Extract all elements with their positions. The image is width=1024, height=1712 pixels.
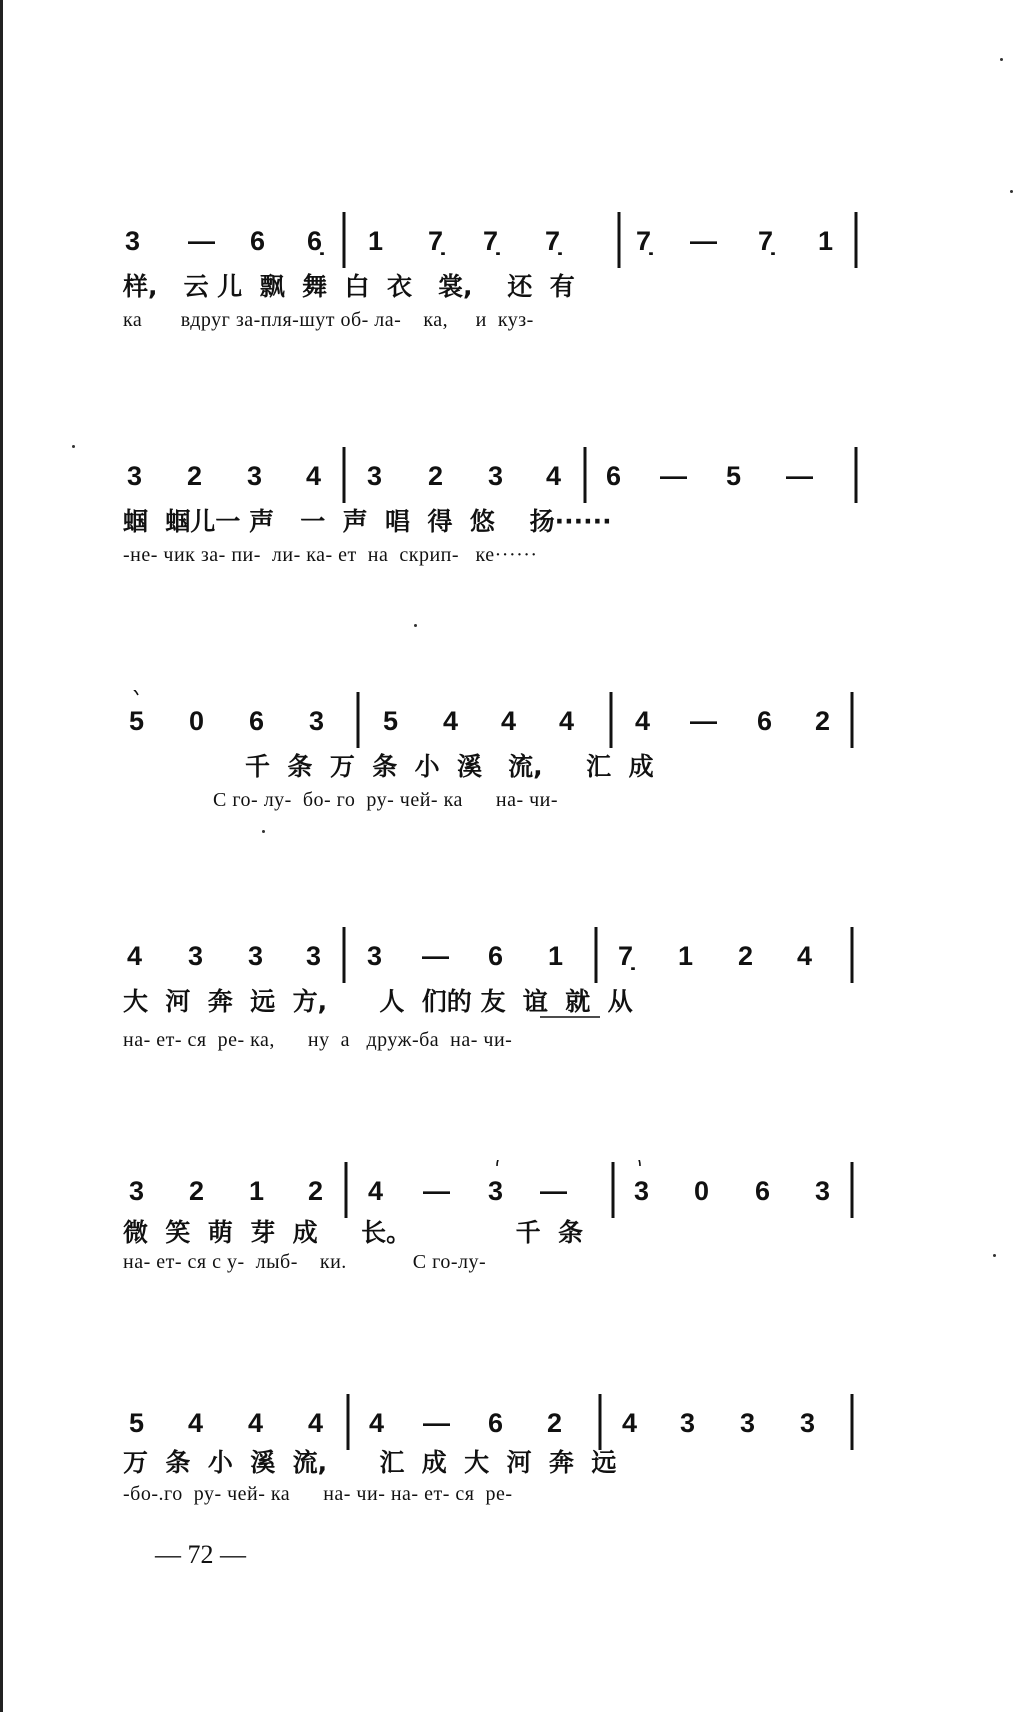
russian-lyrics: -бо-.го ру- чей- ка на- чи- на- ет- ся ре- [123,1483,513,1505]
note: 4 [306,461,322,491]
note: 3 [740,1408,756,1438]
note: 3 [367,461,383,491]
score-system-6 [0,1392,1024,1552]
note: 4 [635,706,651,736]
note: 2 [547,1408,563,1438]
score-system-3 [0,690,1024,850]
note: 4 [368,1176,384,1206]
tie-end [126,690,138,695]
note: 3 [248,941,264,971]
note: 2 [815,706,831,736]
note: 4 [797,941,813,971]
russian-lyrics: С го- лу- бо- го ру- чей- ка на- чи- [213,789,559,811]
note: 4 [308,1408,324,1438]
note: 4 [443,706,459,736]
tie-arc [497,1160,640,1166]
note: 3 [125,226,141,256]
note: — [423,1408,450,1438]
note: 6 [249,706,265,736]
scan-speck [262,830,265,833]
note: 2 [738,941,754,971]
note: — [690,706,717,736]
note: 6 [488,1408,504,1438]
note: 3 [127,461,143,491]
note: 1 [548,941,564,971]
note: 7̣ [636,226,652,256]
note: 3 [367,941,383,971]
note: 7̣ [758,226,774,256]
note: 4 [248,1408,264,1438]
note: 6 [755,1176,771,1206]
chinese-lyrics: 蝈 蝈儿一 声 一 声 唱 得 悠 扬······ [123,507,612,536]
note: — [690,226,717,256]
note: 4 [622,1408,638,1438]
score-system-2 [0,445,1024,605]
note: 6 [606,461,622,491]
note: — [660,461,687,491]
note: 6̣ [307,226,323,256]
note: — [423,1176,450,1206]
note: — [422,941,449,971]
note: 0 [189,706,205,736]
note: 4 [188,1408,204,1438]
scan-speck [72,445,75,448]
russian-lyrics: на- ет- ся ре- ка, ну а друж-ба на- чи- [123,1029,513,1051]
note: 2 [428,461,444,491]
note: — [786,461,813,491]
note: 6 [250,226,266,256]
russian-lyrics: -не- чик за- пи- ли- ка- ет на скрип- ке······ [123,544,538,566]
note: 3 [306,941,322,971]
chinese-lyrics: 大 河 奔 远 方, 人 们的 友 谊 就 从 [123,987,633,1016]
scan-speck [1010,190,1013,193]
note: 3 [680,1408,696,1438]
note: 7̣ [428,226,444,256]
note: 4 [546,461,562,491]
russian-lyrics: ка вдруг за-пля-шут об- ла- ка, и куз- [123,309,534,331]
note: 2 [308,1176,324,1206]
note: — [540,1176,567,1206]
score-system-1 [0,210,1024,370]
note: 2 [189,1176,205,1206]
note: 3 [129,1176,145,1206]
note: 0 [694,1176,710,1206]
note: 3 [488,1176,504,1206]
scan-speck [1000,58,1003,61]
note: 1 [368,226,384,256]
note: 4 [559,706,575,736]
note: 7̣ [618,941,634,971]
page-number: — 72 — [155,1540,246,1569]
note: 1 [818,226,834,256]
note: 4 [127,941,143,971]
note: 1 [249,1176,265,1206]
note: 2 [187,461,203,491]
note: 5 [383,706,399,736]
note: 3 [247,461,263,491]
chinese-lyrics: 万 条 小 溪 流, 汇 成 大 河 奔 远 [123,1448,617,1477]
note: 7̣ [483,226,499,256]
chinese-lyrics: 千 条 万 条 小 溪 流, 汇 成 [245,752,654,781]
chinese-lyrics: 样, 云 儿 飘 舞 白 衣 裳, 还 有 [123,272,575,301]
note: 5 [129,706,145,736]
note: 1 [678,941,694,971]
note: 6 [757,706,773,736]
scan-speck [414,624,417,627]
score-system-5 [0,1160,1024,1320]
note: 3 [800,1408,816,1438]
note: 4 [369,1408,385,1438]
note: 3 [634,1176,650,1206]
note: 6 [488,941,504,971]
note: 5 [129,1408,145,1438]
note: — [188,226,215,256]
chinese-lyrics: 微 笑 萌 芽 成 长。 千 条 [123,1218,583,1247]
note: 3 [488,461,504,491]
russian-lyrics: на- ет- ся с у- лыб- ки. С го-лу- [123,1251,487,1273]
note: 5 [726,461,742,491]
score-system-4 [0,925,1024,1085]
note: 4 [501,706,517,736]
note: 3 [188,941,204,971]
note: 3 [309,706,325,736]
scan-speck [993,1254,996,1257]
note: 3 [815,1176,831,1206]
note: 7̣ [545,226,561,256]
